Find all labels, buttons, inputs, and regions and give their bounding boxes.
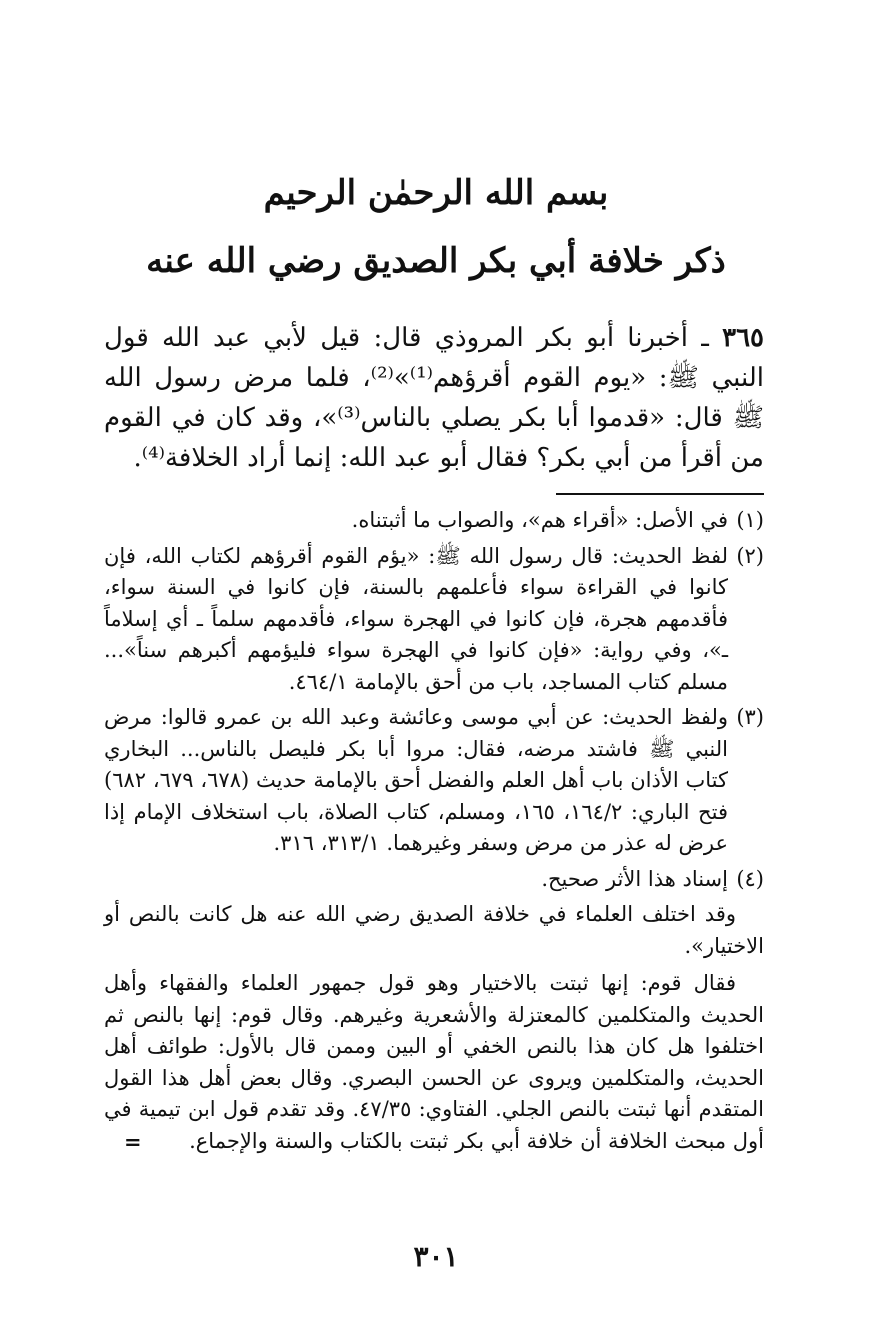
continuation-mark: = xyxy=(124,1128,142,1154)
footnote-text: ولفظ الحديث: عن أبي موسى وعائشة وعبد الله بن عمرو قالوا: مرض النبي ﷺ فاشتد مرضه، فقال: مروا أبا بكر فليصل بالناس... البخاري كتاب الأذان باب أهل العلم والفضل أحق بالإمامة حديث (٦٧٨، ٦٧٩، ٦٨٢) فتح الباري: ١٦٤/٢، ١٦٥، ومسلم، كتاب الصلاة، باب استخلاف الإمام إذا عرض له عذر من مرض وسفر وغيرهما. ٣١٣/١، ٣١٦. xyxy=(104,705,729,855)
footnote-3 xyxy=(104,702,764,860)
footnote-4 xyxy=(104,864,764,896)
footnote-2 xyxy=(104,541,764,699)
footnote-number: (٣) xyxy=(736,705,764,729)
entry-text: ـ أخبرنا أبو بكر المروذي قال: قيل لأبي عبد الله قول النبي ﷺ: «يوم القوم أقرؤهم⁽¹⁾»⁽²⁾، فلما مرض رسول الله ﷺ قال: «قدموا أبا بكر يصلي بالناس⁽³⁾»، وقد كان في القوم من أقرأ من أبي بكر؟ فقال أبو عبد الله: إنما أراد الخلافة⁽⁴⁾. xyxy=(104,323,764,473)
footnote-text: إسناد هذا الأثر صحيح. xyxy=(541,866,728,891)
commentary-paragraph-1: وقد اختلف العلماء في خلافة الصديق رضي الله عنه هل كانت بالنص أو الاختيار». xyxy=(104,902,764,958)
footnote-number: (٢) xyxy=(736,543,764,568)
footnote-number: (٤) xyxy=(736,866,764,891)
entry-paragraph xyxy=(104,318,764,478)
footnote-text: لفظ الحديث: قال رسول الله ﷺ: «يؤم القوم أقرؤهم لكتاب الله، فإن كانوا في القراءة سواء فأعلمهم بالسنة، فإن كانوا في السنة سواء، فأقدمهم هجرة، فإن كانوا في الهجرة سواء، فأقدمهم سلماً ـ أي إسلاماً ـ»، وفي رواية: «فإن كانوا في الهجرة سواء فليؤمهم أكبرهم سناً»... مسلم كتاب المساجد، باب من أحق بالإمامة ٤٦٤/١. xyxy=(104,543,728,694)
title-block xyxy=(0,168,872,286)
footnote-number: (١) xyxy=(736,508,764,532)
footnote-separator xyxy=(556,493,764,495)
chapter-title: ذكر خلافة أبي بكر الصديق رضي الله عنه xyxy=(146,241,726,281)
entry-number: ٣٦٥ xyxy=(722,323,765,353)
page-number: ٣٠١ xyxy=(413,1240,459,1273)
basmala-heading: بسم الله الرحمٰن الرحيم xyxy=(263,173,609,213)
footnotes-section xyxy=(104,505,764,1163)
commentary-text: فقال قوم: إنها ثبتت بالاختيار وهو قول جمهور العلماء والفقهاء وأهل الحديث والمتكلمين كالمعتزلة والأشعرية وغيرهم. وقال قوم: إنها بالنص ثم اختلفوا هل كان هذا بالنص الخفي أو البين وممن قال بالأول: طوائف أهل الحديث، والمتكلمين ويروى عن الحسن البصري. وقال بعض أهل هذا القول المتقدم أنها ثبتت بالنص الجلي. الفتاوي: ٤٧/٣٥. وقد تقدم قول ابن تيمية في أول مبحث الخلافة أن خلافة أبي بكر ثبتت بالكتاب والسنة والإجماع. xyxy=(104,971,764,1153)
footnote-1 xyxy=(104,505,764,537)
commentary-paragraph-2 xyxy=(104,968,764,1157)
footnote-text: في الأصل: «أقراء هم»، والصواب ما أثبتناه. xyxy=(351,508,728,532)
